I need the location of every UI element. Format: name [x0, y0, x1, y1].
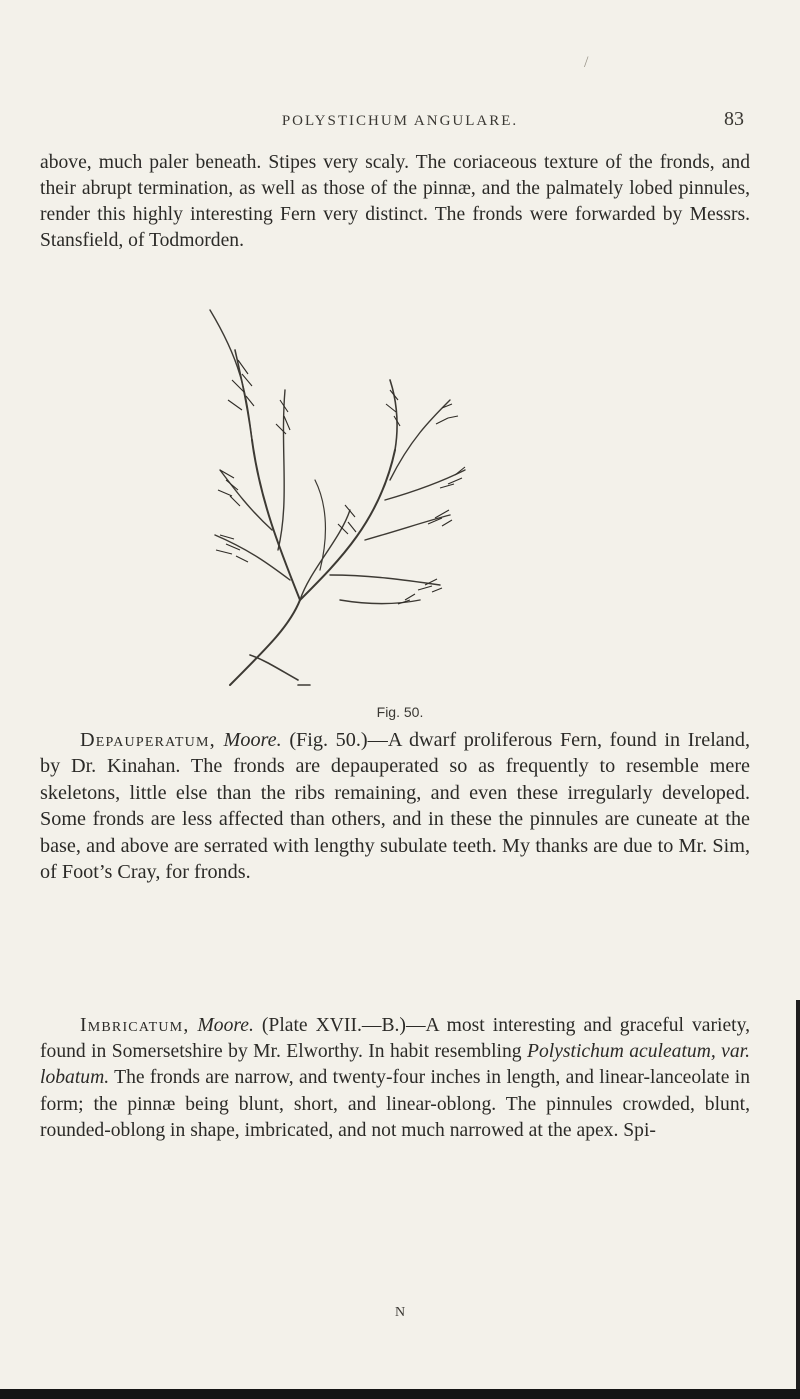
variety-name: Depauperatum,	[80, 729, 216, 751]
paragraph-body: (Plate XVII.—B.)—A most interesting and graceful variety, found in Somersetshire by Mr. Elworthy. In habit resembling	[40, 1015, 751, 1063]
page-edge-shadow	[796, 1000, 800, 1399]
figure-fern-illustration	[180, 300, 500, 700]
figure-caption: Fig. 50.	[376, 704, 424, 720]
author-name: Moore.	[197, 1015, 254, 1036]
paragraph-imbricatum	[40, 1013, 750, 1144]
fern-frond-icon	[180, 300, 500, 700]
author-name: Moore.	[223, 729, 282, 751]
paragraph-depauperatum	[40, 727, 750, 885]
species-name: Polystichum aculeatum, var. lobatum.	[40, 1041, 750, 1089]
paragraph-body: (Fig. 50.)—A dwarf proliferous Fern, found in Ireland, by Dr. Kinahan. The fronds are depauperated so as frequently to resemble mere skeletons, little else than the ribs remaining, and even these irregularly developed. Some fronds are less affected than others, and in these the pinnules are cuneate at the base, and above are serrated with lengthy subulate teeth. My thanks are due to Mr. Sim, of Foot’s Cray, for fronds.	[40, 729, 750, 884]
page-bottom-border	[0, 1389, 800, 1399]
running-head: POLYSTICHUM ANGULARE.	[281, 113, 519, 129]
signature-mark: N	[394, 1305, 406, 1320]
paragraph-body: The fronds are narrow, and twenty-four inches in length, and linear-lanceolate in form; the pinnæ being blunt, short, and linear-oblong. The pinnules crowded, blunt, rounded-oblong in shape, imbricated, and not much narrowed at the apex. Spi-	[40, 1067, 750, 1141]
page-number: 83	[724, 108, 744, 130]
paragraph-continued: above, much paler beneath. Stipes very scaly. The coriaceous texture of the fronds, and their abrupt termination, as well as those of the pinnæ, and the palmately lobed pinnules, render this highly interesting Fern very distinct. The fronds were forwarded by Messrs. Stansfield, of Todmorden.	[40, 152, 750, 251]
page-header	[0, 108, 800, 137]
variety-name: Imbricatum,	[80, 1015, 190, 1036]
stray-mark: /	[584, 54, 589, 71]
